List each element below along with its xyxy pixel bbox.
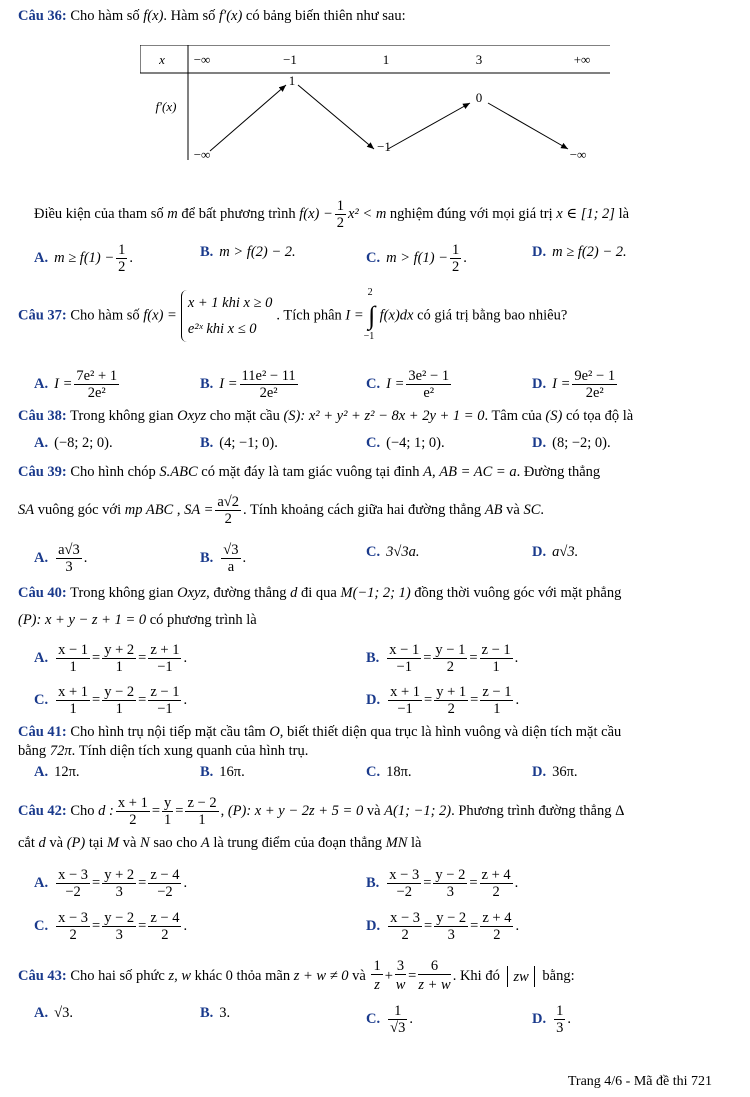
question-text: Cho hàm số: [70, 8, 144, 24]
question-text: và: [45, 835, 67, 851]
q39-option-d[interactable]: [532, 542, 578, 562]
math-sa-eq: SA =: [184, 501, 214, 518]
math-d: d :: [98, 802, 114, 819]
question-text: . Tâm của: [484, 408, 546, 424]
question-text: Điều kiện của tham số: [34, 205, 168, 222]
math-frac: $\frac{\text{3e² − 1}}{\text{e²}}$: [408, 368, 450, 401]
question-text: ,: [173, 501, 185, 518]
math-ab: AB: [484, 501, 503, 518]
option-label: B.: [366, 874, 380, 891]
option-label: A.: [34, 249, 49, 266]
option-text: m ≥ f(2) − 2.: [552, 244, 627, 260]
math-frac: $\frac{1}{2}$: [451, 242, 460, 275]
question-text: . Tính khoảng cách giữa hai đường thẳng: [243, 501, 485, 518]
q42-option-b[interactable]: B. $\frac{x - 3}{-2}$ = $\frac{y - 2}{3}$ = $\frac{z + 4}{2}$ .: [366, 867, 519, 900]
option-text: I =: [54, 375, 73, 392]
option-label: D.: [366, 691, 381, 708]
q39-option-c[interactable]: [366, 542, 419, 562]
math-oxyz: Oxyz: [177, 585, 207, 601]
q37-option-b[interactable]: [200, 368, 300, 401]
question-39-line2: [18, 494, 732, 527]
math-ineq-right: x² < m: [348, 205, 387, 222]
q43-option-c[interactable]: C. $\frac{1}{√3}$ .: [366, 1003, 413, 1036]
x-val-3: 3: [475, 52, 483, 67]
option-text: .: [463, 249, 467, 266]
question-36: [18, 6, 732, 26]
option-text: .: [242, 549, 247, 566]
q41-option-b[interactable]: [200, 762, 245, 782]
q42-option-a[interactable]: A. $\frac{x - 3}{-2}$ = $\frac{y + 2}{3}$ = $\frac{z - 4}{-2}$ .: [34, 867, 188, 900]
option-label: D.: [532, 1010, 547, 1027]
option-label: C.: [366, 764, 381, 780]
q39-option-b[interactable]: [200, 542, 246, 575]
question-text: , biết thiết diện qua trục là hình vuông và diện tích mặt cầu: [279, 724, 622, 740]
math-oxyz: Oxyz: [177, 408, 207, 424]
question-text: cắt: [18, 835, 39, 851]
question-text: . Khi đó: [452, 967, 504, 984]
question-text: cho mặt cầu: [206, 408, 284, 424]
math-mp: mp ABC: [124, 501, 174, 518]
question-42-line2: [18, 833, 732, 853]
x-val-neg-inf: −∞: [193, 52, 211, 67]
question-39-line1: [18, 462, 732, 482]
option-text: m > f(1) −: [386, 249, 448, 266]
option-text: √3.: [54, 1005, 73, 1021]
question-text: có mặt đáy là tam giác vuông tại đỉnh: [197, 464, 424, 480]
math-p: (P): [66, 835, 86, 851]
math-ineq-left: f(x) −: [299, 205, 333, 222]
math-sc: SC: [523, 501, 541, 518]
math-m: m: [167, 205, 178, 222]
option-label: C.: [34, 691, 49, 708]
question-40-line2: [18, 610, 732, 630]
math-frac: $\frac{1}{2}$: [336, 198, 344, 231]
question-text: . Đường thẳng: [516, 464, 601, 480]
math-sabc: S.ABC: [159, 464, 198, 480]
f-val-0: 0: [475, 90, 483, 105]
piecewise: x + 1 khi x ≥ 0 e²ˣ khi x ≤ 0: [181, 290, 273, 342]
question-text: Cho: [70, 802, 99, 819]
math-integrand: f(x)dx: [379, 307, 414, 324]
math-point: A(1; −1; 2): [384, 802, 452, 819]
option-label: B.: [200, 549, 214, 566]
question-text: . Tích phân: [276, 307, 346, 324]
integral-sign: ∫ 2 −1: [363, 287, 376, 342]
question-text: và: [363, 802, 385, 819]
math-cond: z + w ≠ 0: [293, 967, 349, 984]
math-frac: $\frac{a√3}{3}$: [58, 542, 80, 575]
option-label: D.: [532, 544, 547, 560]
option-text: m ≥ f(1) −: [54, 249, 115, 266]
option-label: A.: [34, 549, 49, 566]
question-text: .: [540, 501, 545, 518]
arrow-down-2: [488, 103, 568, 149]
math-fx: f(x): [143, 8, 164, 24]
question-text: ,: [432, 464, 440, 480]
q40-option-b[interactable]: B. $\frac{x - 1}{-1}$ = $\frac{y - 1}{2}$ = $\frac{z - 1}{1}$ .: [366, 642, 519, 675]
question-text: vuông góc với: [34, 501, 125, 518]
question-text: có bảng biến thiên như sau:: [242, 8, 406, 24]
question-text: có giá trị bằng bao nhiêu?: [413, 307, 568, 324]
math-frac: $\frac{\text{9e² − 1}}{\text{2e²}}$: [574, 368, 616, 401]
option-text: 16π.: [219, 764, 245, 780]
q40-option-d[interactable]: D. $\frac{x + 1}{-1}$ = $\frac{y + 1}{2}$ = $\frac{z - 1}{1}$ .: [366, 684, 520, 717]
q36-option-a[interactable]: [34, 242, 133, 275]
q38-option-b[interactable]: [200, 433, 278, 453]
question-41-line1: [18, 722, 732, 742]
option-text: 18π.: [386, 764, 412, 780]
option-label: A.: [34, 874, 49, 891]
question-text: và: [502, 501, 524, 518]
math-fx: f(x) =: [143, 307, 177, 324]
option-label: D.: [366, 917, 381, 934]
option-text: I =: [386, 375, 405, 392]
math-sa: SA: [18, 501, 35, 518]
q36-option-c[interactable]: [366, 242, 467, 275]
question-text: có tọa độ là: [562, 408, 634, 424]
question-text: là trung điểm của đoạn thẳng: [209, 835, 386, 851]
math-a: A: [200, 835, 210, 851]
question-text: và: [119, 835, 141, 851]
q38-option-a[interactable]: [34, 433, 113, 453]
option-text: I =: [552, 375, 571, 392]
question-text: là: [614, 205, 630, 222]
question-41-line2: [18, 741, 732, 761]
question-text: khác 0 thỏa mãn: [191, 967, 294, 984]
question-43: Câu 43: Cho hai số phức z, w khác 0 thỏa mãn z + w ≠ 0 và $\frac{1}{z}$ + $\frac{3}{w}$ = $\frac{6}{z + w}$ . Khi đó zw bằng:: [18, 958, 575, 993]
table-fprime-label: f′(x): [155, 99, 177, 114]
option-label: C.: [366, 1010, 381, 1027]
question-text: đi qua: [297, 585, 341, 601]
f-val-neg-inf-2: −∞: [569, 147, 587, 162]
option-label: B.: [200, 764, 214, 780]
option-label: A.: [34, 375, 49, 392]
option-text: .: [129, 249, 134, 266]
question-label: Câu 36:: [18, 8, 67, 24]
option-text: 3.: [219, 1005, 231, 1021]
question-text: Trong không gian: [70, 408, 178, 424]
question-text: và: [348, 967, 370, 984]
math-ab-ac: AB = AC = a: [439, 464, 517, 480]
question-label: Câu 38:: [18, 408, 67, 424]
math-plane: (P): x + y − 2z + 5 = 0: [227, 802, 364, 819]
math-zw: z, w: [168, 967, 192, 984]
option-label: C.: [366, 375, 381, 392]
math-d: d: [38, 835, 46, 851]
question-text: Cho hình chóp: [70, 464, 160, 480]
arrow-up-1: [210, 85, 286, 151]
question-text: bằng: [18, 743, 50, 759]
option-label: C.: [366, 544, 381, 560]
math-frac: $\frac{√3}{a}$: [223, 542, 239, 575]
question-text: là: [407, 835, 422, 851]
question-text: . Hàm số: [163, 8, 219, 24]
math-frac: $\frac{1}{3}$: [556, 1003, 564, 1036]
q37-option-c[interactable]: [366, 368, 453, 401]
option-label: C.: [366, 435, 381, 451]
option-label: B.: [200, 1005, 214, 1021]
math-point: M(−1; 2; 1): [340, 585, 411, 601]
option-label: A.: [34, 1005, 49, 1021]
option-text: .: [83, 549, 88, 566]
option-label: D.: [532, 244, 547, 260]
option-label: B.: [200, 435, 214, 451]
option-label: A.: [34, 435, 49, 451]
math-frac: $\frac{\text{11e² − 11}}{\text{2e²}}$: [241, 368, 296, 401]
q36-option-b[interactable]: [200, 242, 296, 262]
q36-option-d[interactable]: [532, 242, 627, 262]
q43-option-d[interactable]: D. $\frac{1}{3}$ .: [532, 1003, 571, 1036]
question-text: bằng:: [538, 967, 575, 984]
option-text: (−8; 2; 0).: [54, 435, 113, 451]
question-40-line1: [18, 583, 732, 603]
math-m: M: [106, 835, 120, 851]
x-val-pos-inf: +∞: [573, 52, 591, 67]
question-37: [18, 287, 732, 342]
q40-option-c[interactable]: C. $\frac{x + 1}{1}$ = $\frac{y - 2}{1}$ = $\frac{z - 1}{-1}$ .: [34, 684, 188, 717]
option-label: B.: [366, 649, 380, 666]
math-abs: zw: [507, 966, 534, 987]
question-text: tại: [85, 835, 107, 851]
option-label: D.: [532, 375, 547, 392]
q39-option-a[interactable]: [34, 542, 87, 575]
q43-option-a[interactable]: [34, 1003, 73, 1023]
question-text: ,: [220, 802, 228, 819]
x-val-neg1: −1: [283, 52, 297, 67]
q42-option-d[interactable]: D. $\frac{x - 3}{2}$ = $\frac{y - 2}{3}$ = $\frac{z + 4}{2}$ .: [366, 910, 520, 943]
question-label: Câu 43:: [18, 967, 67, 984]
question-text: đồng thời vuông góc với mặt phẳng: [410, 585, 622, 601]
q42-option-c[interactable]: C. $\frac{x - 3}{2}$ = $\frac{y - 2}{3}$ = $\frac{z - 4}{2}$ .: [34, 910, 188, 943]
option-text: a√3.: [552, 544, 579, 560]
math-integral: I =: [345, 307, 364, 324]
table-x-label: x: [159, 52, 165, 67]
math-o: O: [269, 724, 280, 740]
option-label: C.: [366, 249, 381, 266]
question-text: nghiệm đúng với mọi giá trị: [386, 205, 557, 222]
f-val-1: 1: [288, 73, 296, 88]
math-a: A: [423, 464, 433, 480]
option-label: B.: [200, 375, 214, 392]
q41-option-d[interactable]: [532, 762, 578, 782]
question-text: có phương trình là: [146, 612, 257, 628]
question-label: Câu 42:: [18, 802, 67, 819]
option-label: B.: [200, 244, 214, 260]
math-area: 72π: [49, 743, 72, 759]
f-val-neg1: −1: [377, 139, 391, 154]
math-frac: $\frac{1}{2}$: [118, 242, 126, 275]
math-n: N: [140, 835, 150, 851]
option-text: (4; −1; 0).: [219, 435, 278, 451]
option-label: D.: [532, 435, 547, 451]
question-label: Câu 37:: [18, 307, 67, 324]
q43-option-b[interactable]: [200, 1003, 230, 1023]
question-38: [18, 406, 732, 426]
arrow-up-2: [388, 103, 470, 149]
question-text: Cho hai số phức: [70, 967, 169, 984]
math-frac: $\frac{a√2}{2}$: [217, 494, 240, 527]
question-label: Câu 40:: [18, 585, 67, 601]
option-label: A.: [34, 764, 49, 780]
arrow-down-1: [298, 85, 374, 149]
q38-option-c[interactable]: [366, 433, 445, 453]
f-val-neg-inf: −∞: [193, 147, 211, 162]
q41-option-c[interactable]: [366, 762, 412, 782]
question-label: Câu 39:: [18, 464, 67, 480]
math-fpx: f′(x): [219, 8, 243, 24]
q41-option-a[interactable]: [34, 762, 80, 782]
question-text: Cho hình trụ nội tiếp mặt cầu tâm: [70, 724, 270, 740]
math-mn: MN: [385, 835, 408, 851]
q37-option-d[interactable]: [532, 368, 619, 401]
math-plane: (P): x + y − z + 1 = 0: [18, 612, 147, 628]
question-36-condition: [34, 198, 748, 231]
question-text: sao cho: [149, 835, 201, 851]
question-text: để bất phương trình: [177, 205, 300, 222]
math-d: d: [290, 585, 298, 601]
option-text: (8; −2; 0).: [552, 435, 611, 451]
page-footer: Trang 4/6 - Mã đề thi 721: [567, 1074, 712, 1089]
q37-option-a[interactable]: [34, 368, 121, 401]
math-frac: $\frac{\text{7e² + 1}}{\text{2e²}}$: [76, 368, 118, 401]
math-frac: $\frac{1}{√3}$: [390, 1003, 406, 1036]
variation-table: [140, 45, 610, 170]
option-label: A.: [34, 649, 49, 666]
question-label: Câu 41:: [18, 724, 67, 740]
option-text: 12π.: [54, 764, 80, 780]
q38-option-d[interactable]: [532, 433, 611, 453]
question-42-line1: Câu 42: Cho d : $\frac{x + 1}{2}$ = $\frac{y}{1}$ = $\frac{z - 2}{1}$ , (P): x + y − 2z + 5 = 0 và A(1; −1; 2). Phương trình đường thẳng Δ: [18, 795, 625, 828]
math-s: (S): [545, 408, 563, 424]
option-text: 3√3a.: [386, 544, 420, 560]
math-equation: (S): x² + y² + z² − 8x + 2y + 1 = 0: [283, 408, 485, 424]
option-text: I =: [219, 375, 238, 392]
option-text: (−4; 1; 0).: [386, 435, 445, 451]
question-text: . Phương trình đường thẳng Δ: [451, 802, 625, 819]
option-label: C.: [34, 917, 49, 934]
option-text: m > f(2) − 2.: [219, 244, 296, 260]
math-domain: x ∈ [1; 2]: [556, 205, 615, 222]
option-text: 36π.: [552, 764, 578, 780]
option-label: D.: [532, 764, 547, 780]
question-text: . Tính diện tích xung quanh của hình trụ.: [71, 743, 309, 759]
question-text: Cho hàm số: [70, 307, 144, 324]
q40-option-a[interactable]: A. $\frac{x - 1}{1}$ = $\frac{y + 2}{1}$ = $\frac{z + 1}{-1}$ .: [34, 642, 188, 675]
question-text: , đường thẳng: [206, 585, 291, 601]
x-val-1: 1: [382, 52, 390, 67]
question-text: Trong không gian: [70, 585, 178, 601]
